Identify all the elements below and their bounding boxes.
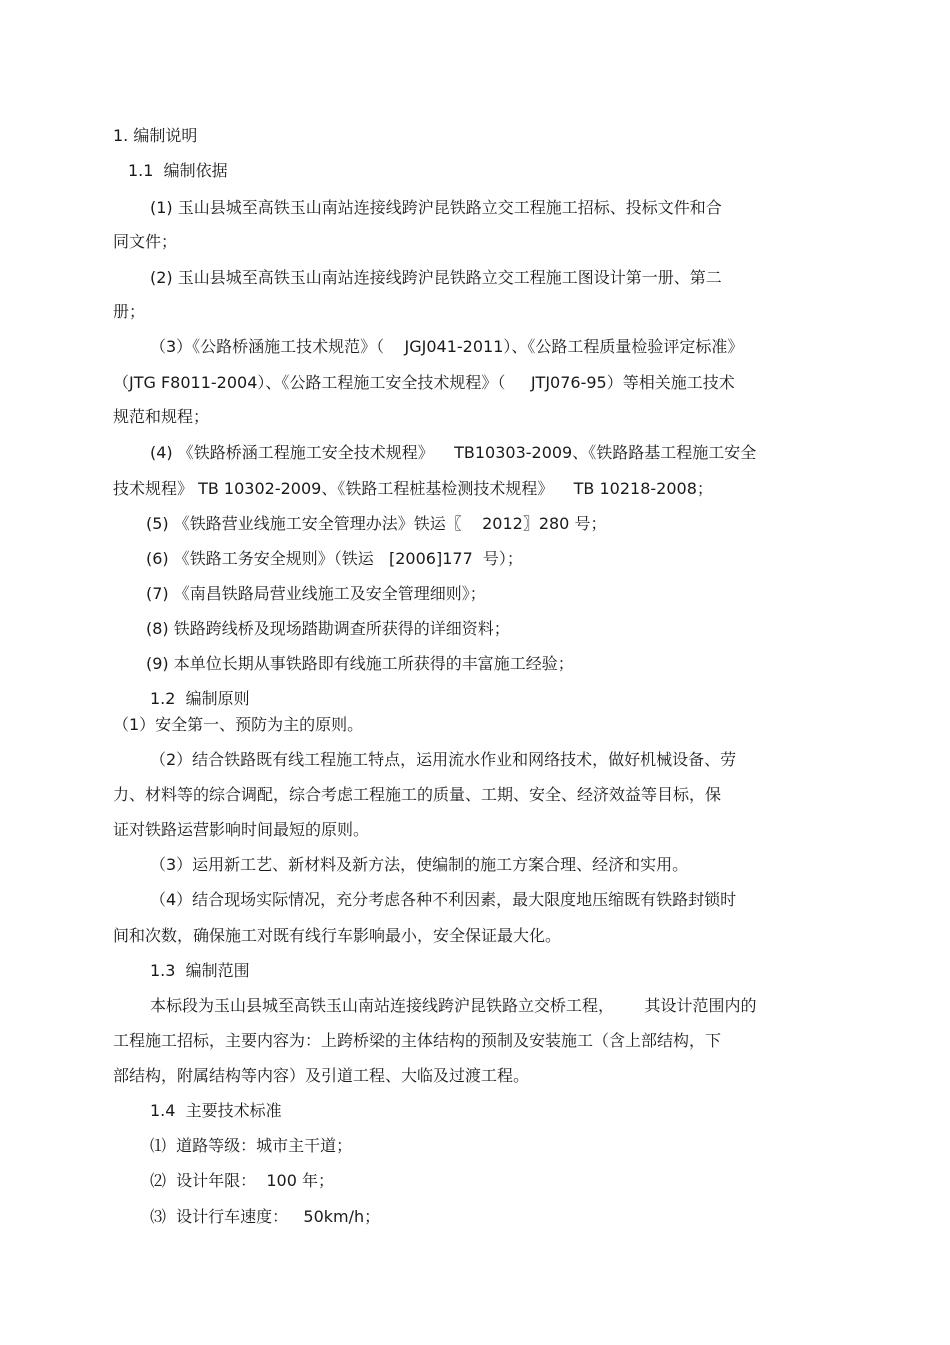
basis-item-2-line-1: (2) 玉山县城至高铁玉山南站连接线跨沪昆铁路立交工程施工图设计第一册、第二 — [150, 268, 722, 287]
standard-item-2: ⑵ 设计年限： 100 年； — [150, 1171, 334, 1190]
basis-item-4-line-1: (4) 《铁路桥涵工程施工安全技术规程》 TB10303-2009、《铁路路基工程施工安全 — [150, 443, 757, 462]
basis-item-3-line-3: 规范和规程； — [113, 407, 210, 426]
basis-item-5: (5) 《铁路营业线施工安全管理办法》铁运〖 2012〗280 号； — [146, 514, 607, 533]
principle-item-4-line-1: （4）结合现场实际情况，充分考虑各种不利因素，最大限度地压缩既有铁路封锁时 — [150, 890, 737, 909]
section-1-4-title: 1.4 主要技术标准 — [150, 1101, 282, 1120]
basis-item-1-line-2: 同文件； — [113, 232, 178, 251]
principle-item-2-line-2: 力、材料等的综合调配，综合考虑工程施工的质量、工期、安全、经济效益等目标，保 — [113, 785, 722, 804]
principle-item-1: （1）安全第一、预防为主的原则。 — [113, 715, 364, 734]
principle-item-2-line-3: 证对铁路运营影响时间最短的原则。 — [113, 820, 370, 839]
basis-item-3-line-1: （3）《公路桥涵施工技术规范》（ JGJ041-2011）、《公路工程质量检验评定标准》 — [150, 337, 744, 356]
heading-1: 1. 编制说明 — [113, 126, 198, 145]
basis-item-8: (8) 铁路跨线桥及现场踏勘调查所获得的详细资料； — [146, 619, 510, 638]
basis-item-9: (9) 本单位长期从事铁路即有线施工所获得的丰富施工经验； — [146, 654, 574, 673]
standard-item-1: ⑴ 道路等级：城市主干道； — [150, 1136, 353, 1155]
scope-line-3: 部结构，附属结构等内容）及引道工程、大临及过渡工程。 — [113, 1066, 530, 1085]
basis-item-4-line-2: 技术规程》 TB 10302-2009、《铁路工程桩基检测技术规程》 TB 10218-2008； — [113, 479, 713, 498]
section-1-3-title: 1.3 编制范围 — [150, 961, 250, 980]
basis-item-6: (6) 《铁路工务安全规则》（铁运 [2006]177 号）； — [146, 549, 523, 568]
basis-item-1-line-1: (1) 玉山县城至高铁玉山南站连接线跨沪昆铁路立交工程施工招标、投标文件和合 — [150, 198, 722, 217]
scope-line-1: 本标段为玉山县城至高铁玉山南站连接线跨沪昆铁路立交桥工程， 其设计范围内的 — [150, 996, 757, 1015]
principle-item-4-line-2: 间和次数，确保施工对既有线行车影响最小，安全保证最大化。 — [113, 926, 562, 945]
principle-item-3: （3）运用新工艺、新材料及新方法，使编制的施工方案合理、经济和实用。 — [150, 855, 689, 874]
principle-item-2-line-1: （2）结合铁路既有线工程施工特点，运用流水作业和网络技术，做好机械设备、劳 — [150, 750, 737, 769]
basis-item-7: (7) 《南昌铁路局营业线施工及安全管理细则》； — [146, 584, 486, 603]
basis-item-3-line-2: （JTG F8011-2004）、《公路工程施工安全技术规程》（ JTJ076-95）等相关施工技术 — [113, 373, 735, 392]
standard-item-3: ⑶ 设计行车速度： 50km/h； — [150, 1207, 381, 1226]
basis-item-2-line-2: 册； — [113, 302, 146, 321]
scope-line-2: 工程施工招标，主要内容为：上跨桥梁的主体结构的预制及安装施工（含上部结构，下 — [113, 1031, 722, 1050]
section-1-1-title: 1.1 编制依据 — [128, 161, 228, 180]
section-1-2-title: 1.2 编制原则 — [150, 689, 250, 708]
